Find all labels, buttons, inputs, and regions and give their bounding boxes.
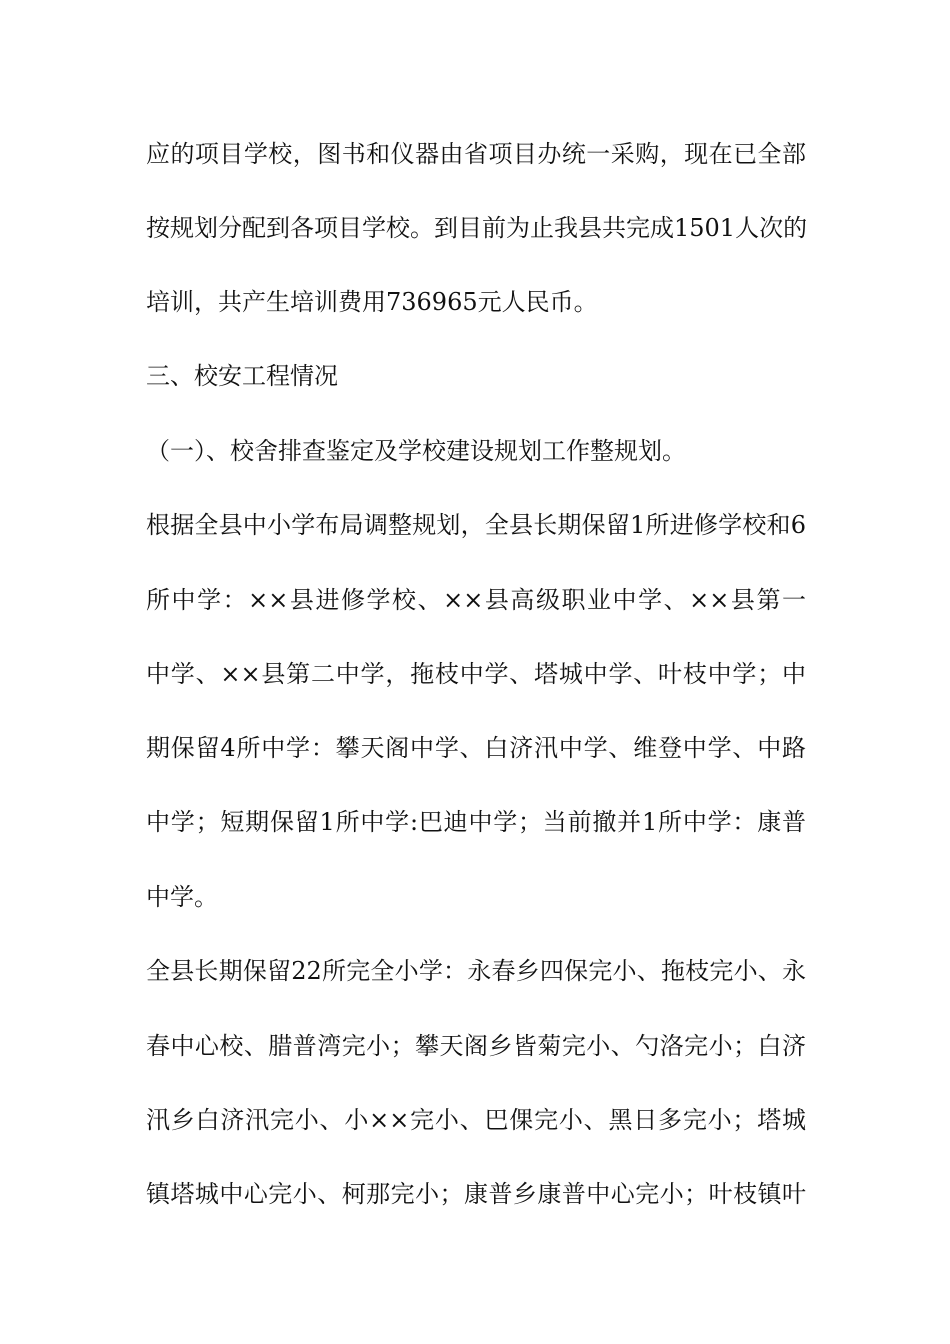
text-line: 全县长期保留22所完全小学：永春乡四保完小、拖枝完小、永 bbox=[146, 957, 806, 985]
subsection-heading: （一）、校舍排查鉴定及学校建设规划工作整规划。 bbox=[146, 437, 686, 465]
text-line: 中学；短期保留1所中学:巴迪中学；当前撤并1所中学：康普 bbox=[146, 808, 806, 836]
text-line: 所中学：××县进修学校、××县高级职业中学、××县第一 bbox=[146, 586, 806, 614]
text-line: 汛乡白济汛完小、小××完小、巴倮完小、黑日多完小；塔城 bbox=[146, 1106, 806, 1134]
text-line: 培训，共产生培训费用736965元人民币。 bbox=[146, 288, 598, 316]
text-line: 春中心校、腊普湾完小；攀天阁乡皆菊完小、勺洛完小；白济 bbox=[146, 1032, 806, 1060]
text-line: 根据全县中小学布局调整规划，全县长期保留1所进修学校和6 bbox=[146, 511, 806, 539]
section-heading: 三、校安工程情况 bbox=[146, 362, 338, 390]
text-line: 期保留4所中学：攀天阁中学、白济汛中学、维登中学、中路 bbox=[146, 734, 806, 762]
text-line: 镇塔城中心完小、柯那完小；康普乡康普中心完小；叶枝镇叶 bbox=[146, 1180, 806, 1208]
text-line: 中学、××县第二中学，拖枝中学、塔城中学、叶枝中学；中 bbox=[146, 660, 806, 688]
text-line: 应的项目学校，图书和仪器由省项目办统一采购，现在已全部 bbox=[146, 140, 806, 168]
text-line: 中学。 bbox=[146, 883, 218, 911]
text-line: 按规划分配到各项目学校。到目前为止我县共完成1501人次的 bbox=[146, 214, 808, 242]
